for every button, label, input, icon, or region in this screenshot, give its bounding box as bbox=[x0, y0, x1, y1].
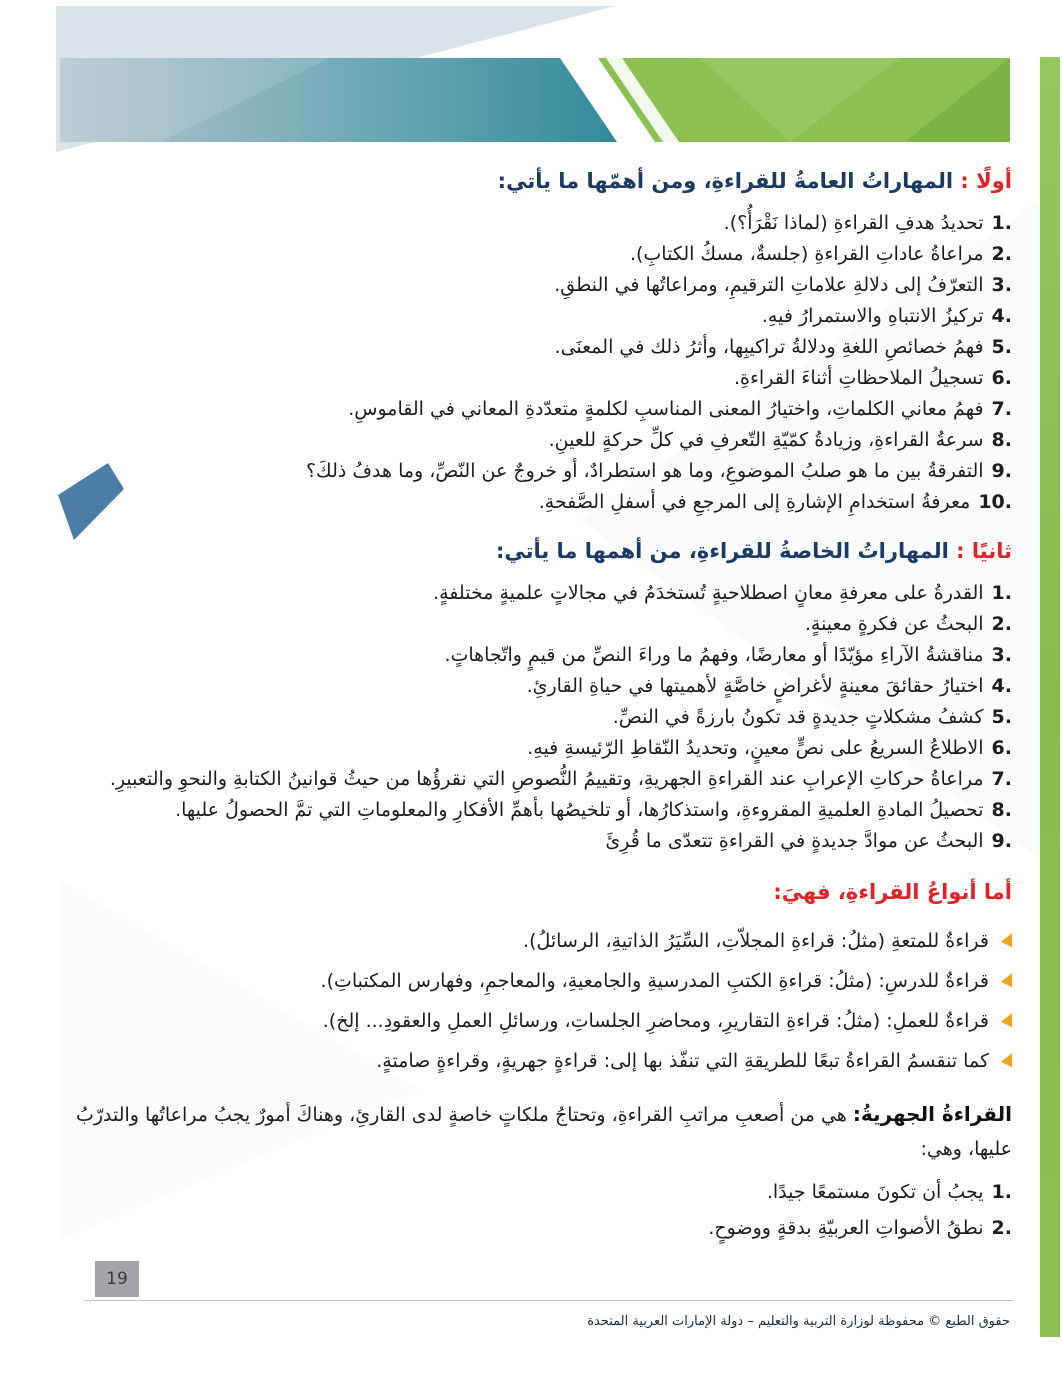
banner-teal-section bbox=[60, 58, 640, 142]
item-number: 2. bbox=[991, 1217, 1012, 1239]
item-text: تحديدُ هدفِ القراءةِ (لماذا نَقْرَأُ؟). bbox=[723, 212, 984, 234]
bullet-arrow-icon bbox=[1001, 1053, 1012, 1069]
bullet-arrow-icon bbox=[1001, 973, 1012, 989]
list-item bbox=[64, 394, 1012, 425]
item-text: مراعاةُ عاداتِ القراءةِ (جلسةٌ، مسكُ الكتابِ). bbox=[629, 243, 984, 265]
item-number: 9. bbox=[991, 830, 1012, 852]
heading-label: ثانيًا : bbox=[956, 539, 1012, 563]
item-number: 5. bbox=[991, 336, 1012, 358]
list-item bbox=[64, 733, 1012, 764]
skills-general-list bbox=[64, 208, 1012, 518]
oral-reading-paragraph bbox=[64, 1097, 1012, 1166]
list-item bbox=[64, 671, 1012, 702]
item-text: يجبُ أن تكونَ مستمعًا جيدًا. bbox=[766, 1181, 984, 1203]
heading-label: أولًا : bbox=[960, 169, 1012, 193]
section-general-heading bbox=[64, 166, 1012, 196]
list-item bbox=[64, 1174, 1012, 1210]
oral-reading-list bbox=[64, 1174, 1012, 1246]
list-item bbox=[64, 301, 1012, 332]
item-text: تحصيلُ المادةِ العلميةِ المقروءةِ، واستذكارُها، أو تلخيصُها بأهمِّ الأفكارِ والمعلوماتِ التي تمَّ الحصولُ عليها. bbox=[175, 799, 984, 821]
list-item bbox=[64, 270, 1012, 301]
oral-reading-lead: القراءةُ الجهريةُ: bbox=[852, 1102, 1012, 1126]
section-special-heading bbox=[64, 536, 1012, 566]
item-number: 6. bbox=[991, 367, 1012, 389]
oral-reading-text: هي من أصعبِ مراتبِ القراءةِ، وتحتاجُ ملكاتٍ خاصةٍ لدى القارئِ، وهناكَ أمورٌ يجبُ مراعاتُها والتدرّبُ عليها، وهي: bbox=[75, 1104, 1012, 1160]
banner-facet bbox=[905, 58, 1010, 142]
item-text: قراءةٌ للمتعةِ (مثلُ: قراءةِ المجلاّتِ، السِّيَرُ الذاتيةِ، الرسائلُ). bbox=[523, 930, 989, 952]
list-item bbox=[64, 239, 1012, 270]
list-item bbox=[64, 456, 1012, 487]
item-text: اختيارُ حقائقَ معينةٍ لأغراضٍ خاصَّةٍ لأهميتها في حياةِ القارئِ. bbox=[526, 675, 984, 697]
item-text: فهمُ معاني الكلماتِ، واختيارُ المعنى المناسبِ لكلمةٍ متعدّدةِ المعاني في القاموسِ. bbox=[348, 398, 984, 420]
bullet-arrow-icon bbox=[1001, 1013, 1012, 1029]
list-item bbox=[64, 826, 1012, 857]
bullet-arrow-icon bbox=[1001, 933, 1012, 949]
item-text: قراءةٌ للعملِ: (مثلُ: قراءةِ التقاريرِ، ومحاضرِ الجلساتِ، ورسائلِ العملِ والعقودِ... إلخ). bbox=[322, 1010, 989, 1032]
item-text: نطقُ الأصواتِ العربيّةِ بدقةٍ ووضوحٍ. bbox=[708, 1217, 984, 1239]
item-number: 9. bbox=[991, 460, 1012, 482]
item-number: 1. bbox=[991, 582, 1012, 604]
item-number: 2. bbox=[991, 243, 1012, 265]
list-item bbox=[64, 764, 1012, 795]
banner-facet bbox=[60, 58, 330, 142]
item-number: 4. bbox=[991, 675, 1012, 697]
list-item bbox=[64, 640, 1012, 671]
item-text: مناقشةُ الآراءِ مؤيّدًا أو معارضًا، وفهمُ ما وراءَ النصِّ من قيمٍ واتّجاهاتٍ. bbox=[444, 644, 984, 666]
footer-divider bbox=[84, 1300, 1014, 1301]
page-number: 19 bbox=[95, 1261, 139, 1297]
item-text: الاطلاعُ السريعُ على نصٍّ معينٍ، وتحديدُ النّقاطِ الرّئيسةِ فيهِ. bbox=[527, 737, 984, 759]
item-text: البحثُ عن فكرةٍ معينةٍ. bbox=[804, 613, 984, 635]
copyright-text: حقوق الطبع © محفوظة لوزارة التربية والتعليم – دولة الإمارات العربية المتحدة bbox=[587, 1314, 1010, 1329]
list-item bbox=[64, 609, 1012, 640]
list-item bbox=[64, 921, 1012, 961]
list-item bbox=[64, 702, 1012, 733]
item-text: سرعةُ القراءةِ، وزيادةُ كمّيّةِ التّعرفِ في كلِّ حركةٍ للعينِ. bbox=[548, 429, 984, 451]
item-number: 7. bbox=[991, 768, 1012, 790]
list-item bbox=[64, 578, 1012, 609]
item-number: 8. bbox=[991, 429, 1012, 451]
heading-title: المهاراتُ الخاصةُ للقراءةِ، من أهمها ما يأتي: bbox=[495, 539, 949, 563]
list-item bbox=[64, 961, 1012, 1001]
item-text: كما تنقسمُ القراءةُ تبعًا للطريقةِ التي تنفّذ بها إلى: قراءةٍ جهريةٍ، وقراءةٍ صامتةٍ. bbox=[376, 1050, 989, 1072]
corner-triangle bbox=[56, 6, 615, 152]
list-item bbox=[64, 487, 1012, 518]
item-text: التعرّفُ إلى دلالةِ علاماتِ الترقيمِ، ومراعاتُها في النطقِ. bbox=[554, 274, 984, 296]
list-item bbox=[64, 1001, 1012, 1041]
banner-facet bbox=[700, 58, 900, 142]
item-number: 7. bbox=[991, 398, 1012, 420]
item-text: التفرقةُ بين ما هو صلبُ الموضوعِ، وما هو استطرادٌ، أو خروجٌ عن النّصِّ، وما هدفُ ذلكَ؟ bbox=[305, 460, 984, 482]
item-text: معرفةُ استخدامِ الإشارةِ إلى المرجعِ في أسفلِ الصَّفحةِ. bbox=[538, 491, 971, 513]
list-item bbox=[64, 208, 1012, 239]
item-number: 2. bbox=[991, 613, 1012, 635]
item-text: قراءةٌ للدرسِ: (مثلُ: قراءةِ الكتبِ المدرسيةِ والجامعيةِ، والمعاجمِ، وفهارس المكتباتِ). bbox=[320, 970, 989, 992]
item-text: القدرةُ على معرفةِ معانٍ اصطلاحيةٍ تُستخدَمُ في مجالاتٍ علميةٍ مختلفةٍ. bbox=[433, 582, 984, 604]
item-number: 8. bbox=[991, 799, 1012, 821]
item-number: 6. bbox=[991, 737, 1012, 759]
sidebar-green-bar bbox=[1040, 57, 1060, 1337]
list-item bbox=[64, 1210, 1012, 1246]
list-item bbox=[64, 1041, 1012, 1081]
skills-special-list bbox=[64, 578, 1012, 857]
item-number: 1. bbox=[991, 1181, 1012, 1203]
item-text: البحثُ عن موادَّ جديدةٍ في القراءةِ تتعدّى ما قُرِئَ bbox=[605, 830, 984, 852]
item-number: 3. bbox=[991, 274, 1012, 296]
list-item bbox=[64, 425, 1012, 456]
list-item bbox=[64, 363, 1012, 394]
item-number: 5. bbox=[991, 706, 1012, 728]
item-text: تسجيلُ الملاحظاتِ أثناءَ القراءةِ. bbox=[734, 367, 984, 389]
heading-title: المهاراتُ العامةُ للقراءةِ، ومن أهمّها ما يأتي: bbox=[497, 169, 954, 193]
banner-white-stripe bbox=[560, 58, 655, 142]
item-text: فهمُ خصائصِ اللغةِ ودلالةُ تراكيبِها، وأثرُ ذلك في المعنَى. bbox=[554, 336, 984, 358]
item-text: كشفُ مشكلاتٍ جديدةٍ قد تكونُ بارزةً في النصِّ. bbox=[612, 706, 984, 728]
item-number: 10. bbox=[978, 491, 1012, 513]
banner-green-section bbox=[585, 58, 1010, 142]
item-text: تركيزُ الانتباهِ والاستمرارُ فيهِ. bbox=[761, 305, 984, 327]
item-number: 1. bbox=[991, 212, 1012, 234]
page-content bbox=[64, 166, 1012, 1246]
reading-types-list bbox=[64, 921, 1012, 1081]
reading-types-heading: أما أنواعُ القراءةِ، فهيَ: bbox=[773, 880, 1012, 904]
banner-white-stripe bbox=[606, 58, 679, 142]
list-item bbox=[64, 795, 1012, 826]
item-text: مراعاةُ حركاتِ الإعرابِ عند القراءةِ الجهريةِ، وتقييمُ النُّصوصِ التي نقرؤُها من حيثُ قوانينُ الكتابةِ والنحوِ والتعبيرِ. bbox=[109, 768, 984, 790]
list-item bbox=[64, 332, 1012, 363]
item-number: 3. bbox=[991, 644, 1012, 666]
item-number: 4. bbox=[991, 305, 1012, 327]
